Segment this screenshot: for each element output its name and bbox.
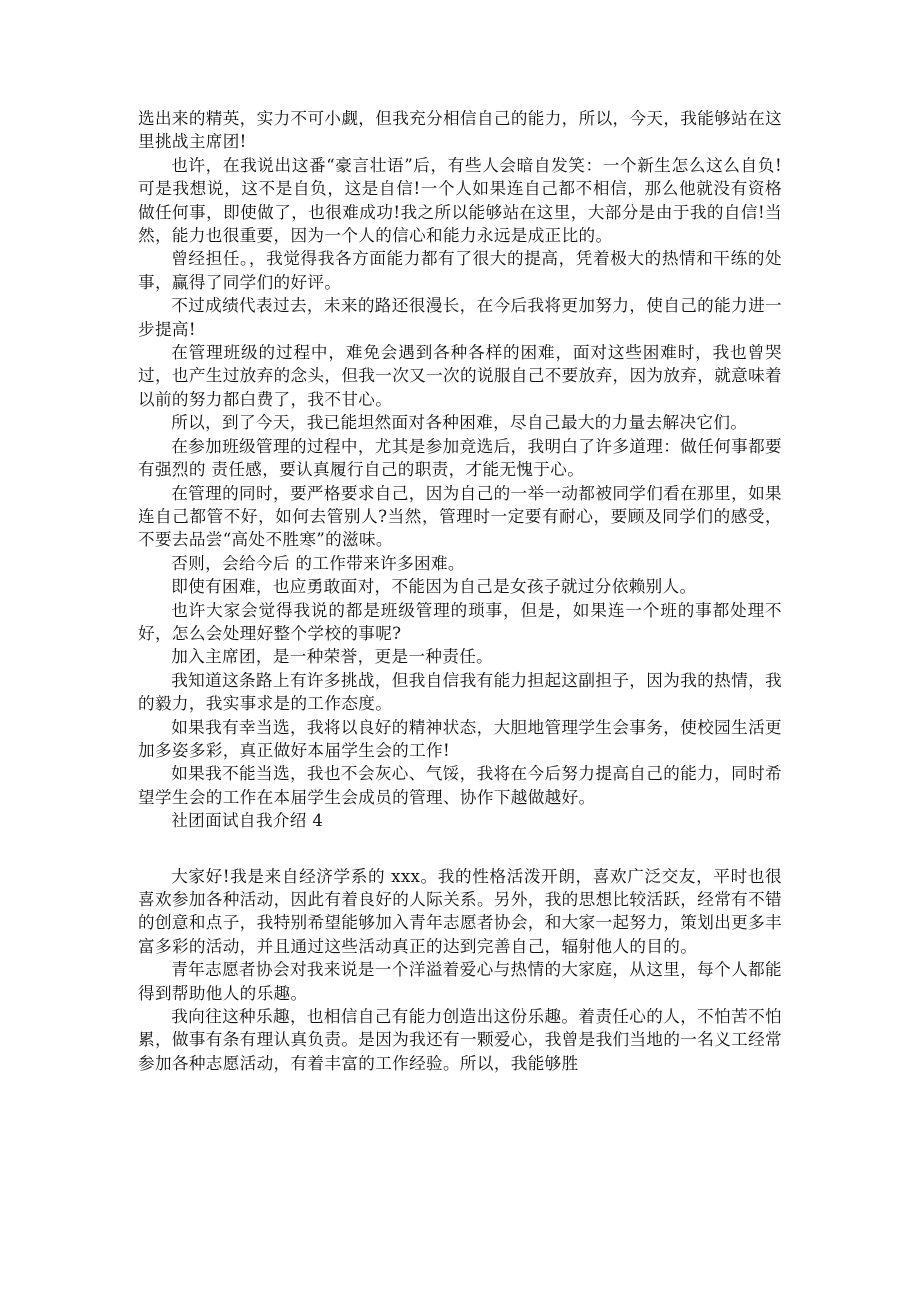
paragraph: 在参加班级管理的过程中，尤其是参加竞选后，我明白了许多道理：做任何事都要有强烈的 责任感，要认真履行自己的职责，才能无愧于心。 — [138, 436, 782, 480]
paragraph: 即使有困难，也应勇敢面对，不能因为自己是女孩子就过分依赖别人。 — [171, 577, 697, 597]
paragraph: 如果我有幸当选，我将以良好的精神状态，大胆地管理学生会事务，使校园生活更加多姿多彩，真正做好本届学生会的工作! — [138, 717, 782, 760]
paragraph: 青年志愿者协会对我来说是一个洋溢着爱心与热情的大家庭，从这里，每个人都能得到帮助他人的乐趣。 — [138, 960, 782, 1003]
paragraph: 也许大家会觉得我说的都是班级管理的琐事，但是，如果连一个班的事都处理不好，怎么会处理好整个学校的事呢? — [138, 600, 782, 643]
paragraph: 加入主席团，是一种荣誉，更是一种责任。 — [171, 647, 494, 667]
paragraph: 大家好!我是来自经济学系的 xxx。我的性格活泼开朗，喜欢广泛交友，平时也很喜欢参加各种活动，因此有着良好的人际关系。另外，我的思想比较活跃，经常有不错的创意和点子，我特别希望能够加入青年志愿者协会，和大家一起努力，策划出更多丰富多彩的活动，并且通过这些活动真正的达到完善自己，辐射他人的目的。 — [138, 866, 782, 956]
paragraph: 我知道这条路上有许多挑战，但我自信我有能力担起这副担子，因为我的热情，我的毅力，我实事求是的工作态度。 — [138, 670, 782, 714]
document-page — [138, 107, 782, 1075]
blank-line — [138, 833, 782, 865]
paragraph: 不过成绩代表过去，未来的路还很漫长，在今后我将更加努力，使自己的能力进一步提高! — [138, 296, 782, 339]
paragraph: 我向往这种乐趣，也相信自己有能力创造出这份乐趣。着责任心的人，不怕苦不怕累，做事有条有理认真负责。是因为我还有一颗爱心，我曾是我们当地的一名义工经常参加各种志愿活动，有着丰富的工作经验。所以，我能够胜 — [138, 1007, 782, 1073]
paragraph: 在管理班级的过程中，难免会遇到各种各样的困难，面对这些困难时，我也曾哭过，也产生过放弃的念头，但我一次又一次的说服自己不要放弃，因为放弃，就意味着以前的努力都白费了，我不甘心。 — [138, 343, 782, 409]
paragraph: 选出来的精英，实力不可小觑，但我充分相信自己的能力，所以，今天，我能够站在这里挑战主席团! — [138, 109, 782, 152]
paragraph: 在管理的同时，要严格要求自己，因为自己的一举一动都被同学们看在那里，如果连自己都管不好，如何去管别人?当然，管理时一定要有耐心，要顾及同学们的感受，不要去品尝“高处不胜寒”的滋味。 — [138, 483, 782, 550]
paragraph: 曾经担任。，我觉得我各方面能力都有了很大的提高，凭着极大的热情和干练的处事，赢得了同学们的好评。 — [138, 249, 782, 292]
paragraph: 所以，到了今天，我已能坦然面对各种困难，尽自己最大的力量去解决它们。 — [171, 413, 748, 433]
paragraph: 否则，会给今后 的工作带来许多困难。 — [171, 553, 465, 573]
paragraph: 如果我不能当选，我也不会灰心、气馁，我将在今后努力提高自己的能力，同时希望学生会的工作在本届学生会成员的管理、协作下越做越好。 — [138, 764, 782, 807]
section-heading: 社团面试自我介绍 4 — [171, 811, 324, 831]
paragraph: 也许，在我说出这番“豪言壮语”后，有些人会暗自发笑：一个新生怎么这么自负!可是我想说，这不是自负，这是自信!一个人如果连自己都不相信，那么他就没有资格做任何事，即使做了，也很难成功!我之所以能够站在这里，大部分是由于我的自信!当然，能力也很重要，因为一个人的信心和能力永远是成正比的。 — [138, 155, 782, 246]
